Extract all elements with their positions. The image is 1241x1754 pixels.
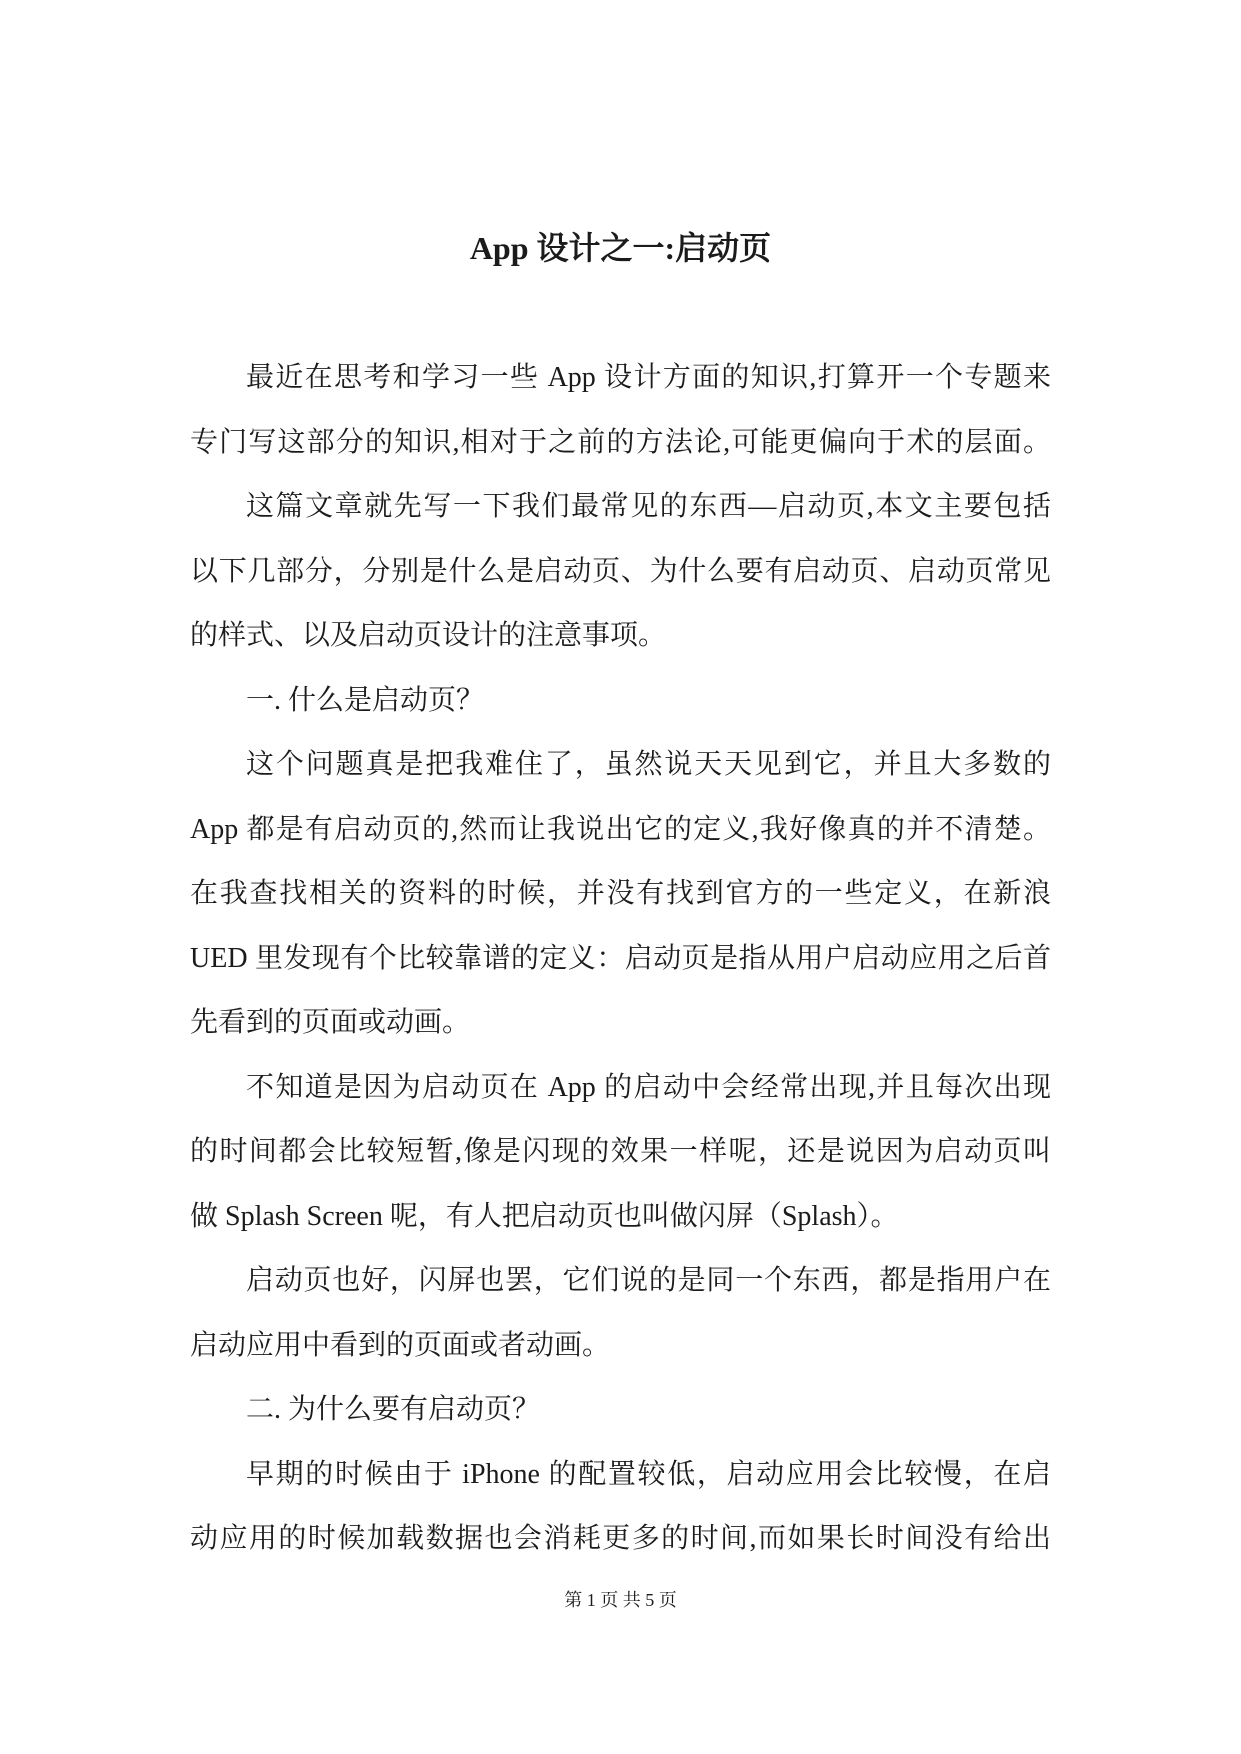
document-title: App 设计之一:启动页 [469,230,772,266]
paragraph-splash [190,1056,1051,1250]
text-line: 做 Splash Screen 呢，有人把启动页也叫做闪屏（Splash）。 [190,1200,899,1232]
section-heading-1 [190,669,1051,734]
text-line: 专门写这部分的知识,相对于之前的方法论,可能更偏向于术的层面。 [190,426,1051,458]
heading-line: 一. 什么是启动页？ [246,684,485,716]
text-line: 的时间都会比较短暂,像是闪现的效果一样呢，还是说因为启动页叫 [190,1136,1051,1167]
paragraph-same-thing [190,1249,1051,1378]
paragraph-intro [190,346,1051,475]
text-line: 这篇文章就先写一下我们最常见的东西—启动页,本文主要包括 [246,491,1051,522]
page-footer: 第 1 页 共 5 页 [564,1590,677,1610]
text-line: 最近在思考和学习一些 App 设计方面的知识,打算开一个专题来 [246,362,1051,393]
section-heading-2 [190,1378,1051,1443]
document-body [190,346,1051,1572]
text-line: 启动页也好，闪屏也罢，它们说的是同一个东西，都是指用户在 [246,1265,1051,1296]
text-line: 先看到的页面或动画。 [190,1007,471,1038]
text-line: App 都是有启动页的,然而让我说出它的定义,我好像真的并不清楚。 [190,813,1051,845]
text-line: 在我查找相关的资料的时候，并没有找到官方的一些定义，在新浪 [190,878,1051,909]
text-line: UED 里发现有个比较靠谱的定义：启动页是指从用户启动应用之后首 [190,942,1051,974]
paragraph-definition [190,733,1051,1056]
text-line: 这个问题真是把我难住了，虽然说天天见到它，并且大多数的 [246,749,1051,780]
text-line: 早期的时候由于 iPhone 的配置较低，启动应用会比较慢，在启 [246,1458,1051,1490]
paragraph-outline [190,475,1051,669]
text-line: 不知道是因为启动页在 App 的启动中会经常出现,并且每次出现 [246,1071,1051,1103]
paragraph-reason [190,1443,1051,1572]
text-line: 动应用的时候加载数据也会消耗更多的时间,而如果长时间没有给出 [190,1523,1051,1554]
text-line: 的样式、以及启动页设计的注意事项。 [190,620,667,651]
text-line: 以下几部分，分别是什么是启动页、为什么要有启动页、启动页常见 [190,555,1051,587]
heading-line: 二. 为什么要有启动页？ [246,1394,541,1425]
text-line: 启动应用中看到的页面或者动画。 [190,1329,611,1361]
